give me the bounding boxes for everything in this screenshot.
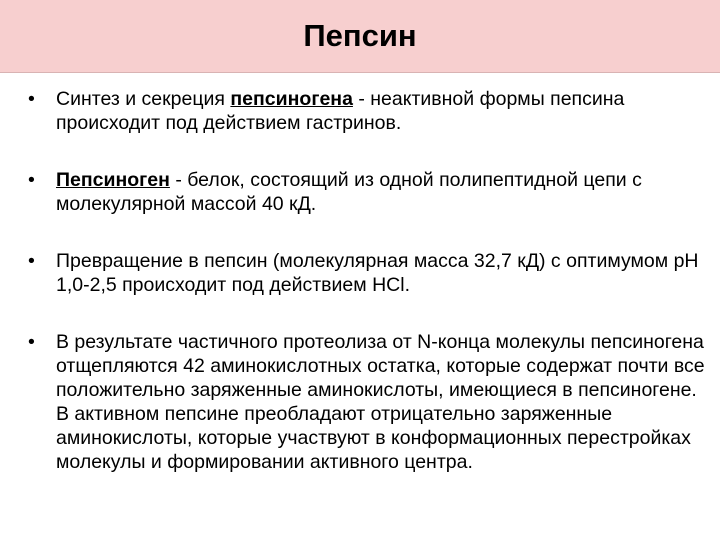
bullet-marker: • — [28, 331, 35, 353]
bullet-3-text: Превращение в пепсин (молекулярная масса 32,7 кД) с оптимумом рН 1,0-2,5 происходит под действием HCl. — [56, 250, 699, 296]
slide-title: Пепсин — [303, 18, 417, 53]
bullet-2-text: - белок, состоящий из одной полипептидной цепи с молекулярной массой 40 кД. — [56, 169, 642, 215]
bullet-list — [26, 87, 706, 474]
bullet-item-1 — [26, 87, 706, 135]
bullet-item-3 — [26, 249, 706, 297]
bullet-2-term: Пепсиноген — [56, 169, 170, 191]
bullet-1-prefix: Синтез и секреция — [56, 88, 231, 110]
bullet-1-text: - неактивной формы пепсина происходит под действием гастринов. — [56, 88, 625, 134]
bullet-4-text: В результате частичного протеолиза от N-конца молекулы пепсиногена отщепляются 42 аминокислотных остатка, которые содержат почти все положительно заряженные аминокислоты, имеющиеся в пепсиногене. В активном пепсине преобладают отрицательно заряженные аминокислоты, которые участвуют в конформационных перестройках молекулы и формировании активного центра. — [56, 331, 705, 473]
bullet-item-4 — [26, 330, 706, 474]
bullet-item-2 — [26, 168, 706, 216]
bullet-marker: • — [28, 250, 35, 272]
bullet-1-term: пепсиногена — [230, 88, 353, 110]
bullet-marker: • — [28, 88, 35, 110]
bullet-marker: • — [28, 169, 35, 191]
